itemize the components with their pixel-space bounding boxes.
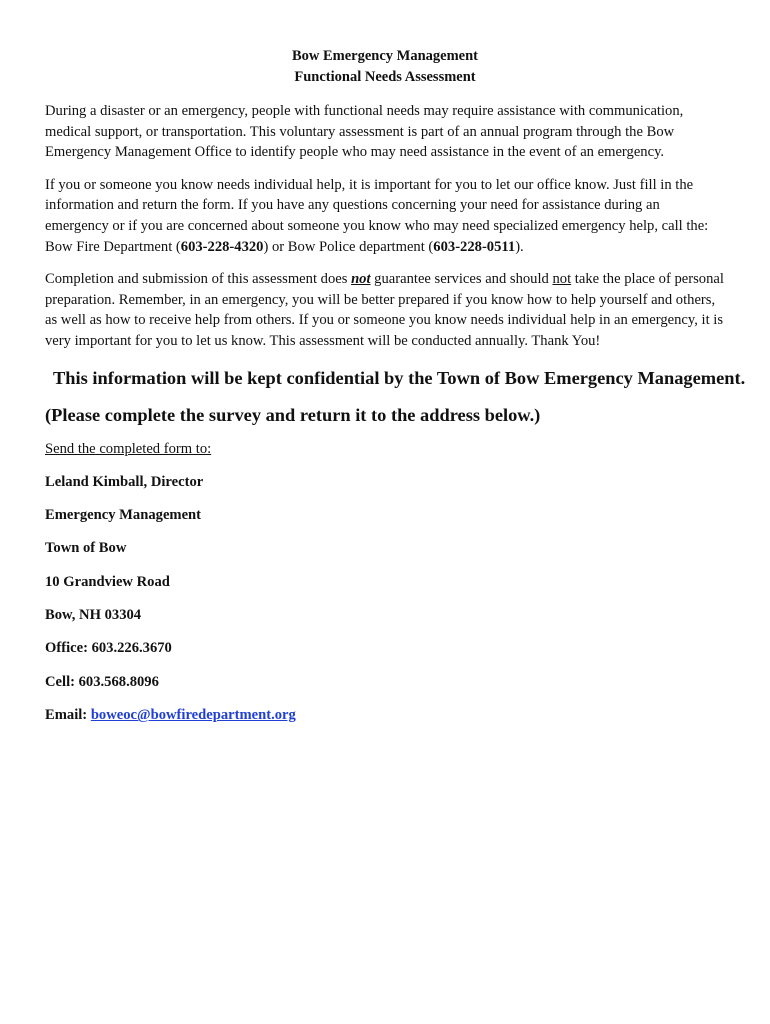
email-link[interactable]: boweoc@bowfiredepartment.org [90,707,296,724]
not-emphasis-2: not [552,271,572,288]
contact-office-phone: Office: 603.226.3670 [45,640,172,657]
disclaimer-text: Completion and submission of this assessment does [45,271,352,288]
return-instructions: (Please complete the survey and return it to the address below.) [45,404,541,425]
contact-cell-phone: Cell: 603.568.8096 [45,673,159,690]
header-line-2: Functional Needs Assessment [294,69,476,85]
not-emphasis-1: not [351,271,371,288]
disclaimer-text-2: guarantee services and should [370,271,553,288]
help-paragraph [45,175,725,257]
disclaimer-text-3: take the place of personal preparation. Remember, in an emergency, you will be better prepared if you know how to help yourself and others, as well as how to receive help from others. If you or someone you know needs individual help in an emergency, it is very important for you to let us know. This assessment will be conducted annually. Thank You! [45,271,724,349]
police-department-phone: 603-228-0511 [433,238,516,255]
contact-name: Leland Kimball, Director [45,473,204,490]
document-page [45,46,746,725]
contact-department: Emergency Management [45,506,202,523]
help-paragraph-text-3: ). [515,238,524,255]
help-paragraph-text: If you or someone you know needs individual help, it is important for you to let our office know. Just fill in the information and return the form. If you have any questions concerning your need for assistance during an emergency or if you are concerned about someone you know who may need specialized emergency help, call the: Bow Fire Department ( [45,176,709,255]
confidential-notice: This information will be kept confidential by the Town of Bow Emergency Management. [53,367,746,388]
disclaimer-paragraph [45,269,725,351]
header-line-1: Bow Emergency Management [291,48,479,64]
intro-paragraph: During a disaster or an emergency, people with functional needs may require assistance with communication, medical support, or transportation. This voluntary assessment is part of an annual program through the Bow Emergency Management Office to identify people who may need assistance in the event of an emergency. [45,103,684,161]
contact-email-line [45,705,725,725]
fire-department-phone: 603-228-4320 [180,238,264,255]
contact-street: 10 Grandview Road [45,573,170,590]
help-paragraph-text-2: ) or Bow Police department ( [263,238,434,255]
send-to-label: Send the completed form to: [45,440,212,457]
email-label: Email: [45,707,91,724]
contact-city: Bow, NH 03304 [45,607,142,624]
contact-town: Town of Bow [45,540,127,557]
